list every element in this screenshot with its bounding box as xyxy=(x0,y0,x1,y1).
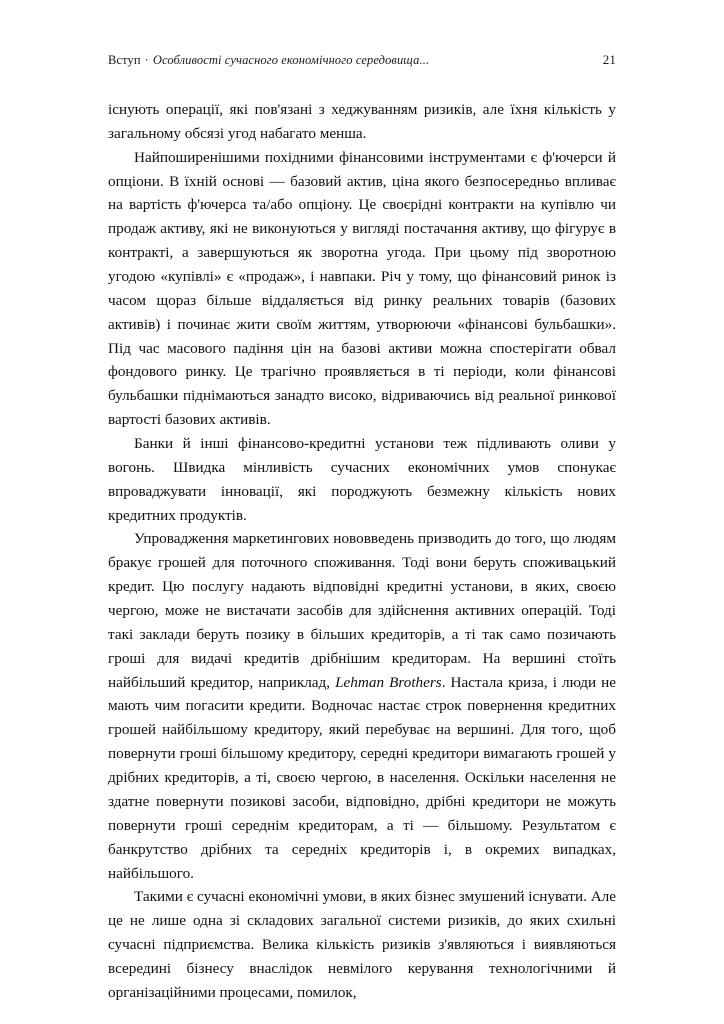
running-head xyxy=(108,52,616,68)
body-text xyxy=(108,98,616,1005)
running-head-section: Вступ xyxy=(108,53,141,67)
paragraph xyxy=(108,527,616,885)
page-number: 21 xyxy=(602,52,616,67)
paragraph: існують операції, які пов'язані з хеджуванням ризиків, але їхня кількість у загальному обсязі угод набагато менша. xyxy=(108,101,616,142)
book-title-italic: Lehman Brothers xyxy=(335,673,442,691)
running-head-separator: · xyxy=(144,53,149,67)
paragraph-text-before: Упровадження маркетингових нововведень призводить до того, що людям бракує грошей для поточного споживання. Тоді вони беруть споживацький кредит. Цю послугу надають відповідні кредитні установи, в яких, своєю чергою, може не вистачати засобів для здійснення активних операцій. Тоді такі заклади беруть позику в більших кредиторів, а ті так само позичають гроші для видачі кредитів дрібнішим кредиторам. На вершині стоїть найбільший кредитор, наприклад, xyxy=(108,530,616,691)
paragraph: Такими є сучасні економічні умови, в яких бізнес змушений існувати. Але це не лише одна зі складових загальної системи ризиків, до яких схильні сучасні підприємства. Велика кількість ризиків з'являються і виявляються всередині бізнесу внаслідок невмілого керування технологічними й організаційними процесами, помилок, xyxy=(108,888,616,1001)
paragraph: Найпоширенішими похідними фінансовими інструментами є ф'ючерси й опціони. В їхній основі — базовий актив, ціна якого безпосередньо впливає на вартість ф'ючерса та/або опціону. Це своєрідні контракти на купівлю чи продаж активу, які не виконуються у вигляді постачання активу, що фігурує в контракті, а завершуються як зворотна угода. При цьому під зворотною угодою «купівлі» є «продаж», і навпаки. Річ у тому, що фінансовий ринок із часом щораз більше віддаляється від ринку реальних товарів (базових активів) і починає жити своїм життям, утворюючи «фінансові бульбашки». Під час масового падіння цін на базові активи можна спостерігати обвал фондового ринку. Це трагічно проявляється в ті періоди, коли фінансові бульбашки піднімаються занадто високо, відриваючись від реальної ринкової вартості базових активів. xyxy=(108,148,616,429)
paragraph-text-after: . Настала криза, і люди не мають чим погасити кредити. Водночас настає строк повернення кредитних грошей найбільшому кредитору, який перебуває на вершині. Для того, щоб повернути гроші більшому кредитору, середні кредитори вимагають грошей у дрібних кредиторів, а ті, своєю чергою, в населення. Оскільки населення не здатне повернути позикові засоби, відповідно, дрібні кредитори не можуть повернути гроші середнім кредиторам, а ті — більшому. Результатом є банкрутство дрібних та середніх кредиторів і, в окремих випадках, найбільшого. xyxy=(108,673,616,882)
paragraph: Банки й інші фінансово-кредитні установи теж підливають оливи у вогонь. Швидка мінливість сучасних економічних умов спонукає впроваджувати інновації, які породжують безмежну кількість нових кредитних продуктів. xyxy=(108,435,616,524)
running-head-text xyxy=(108,53,429,68)
running-head-title: Особливості сучасного економічного середовища... xyxy=(152,53,430,67)
